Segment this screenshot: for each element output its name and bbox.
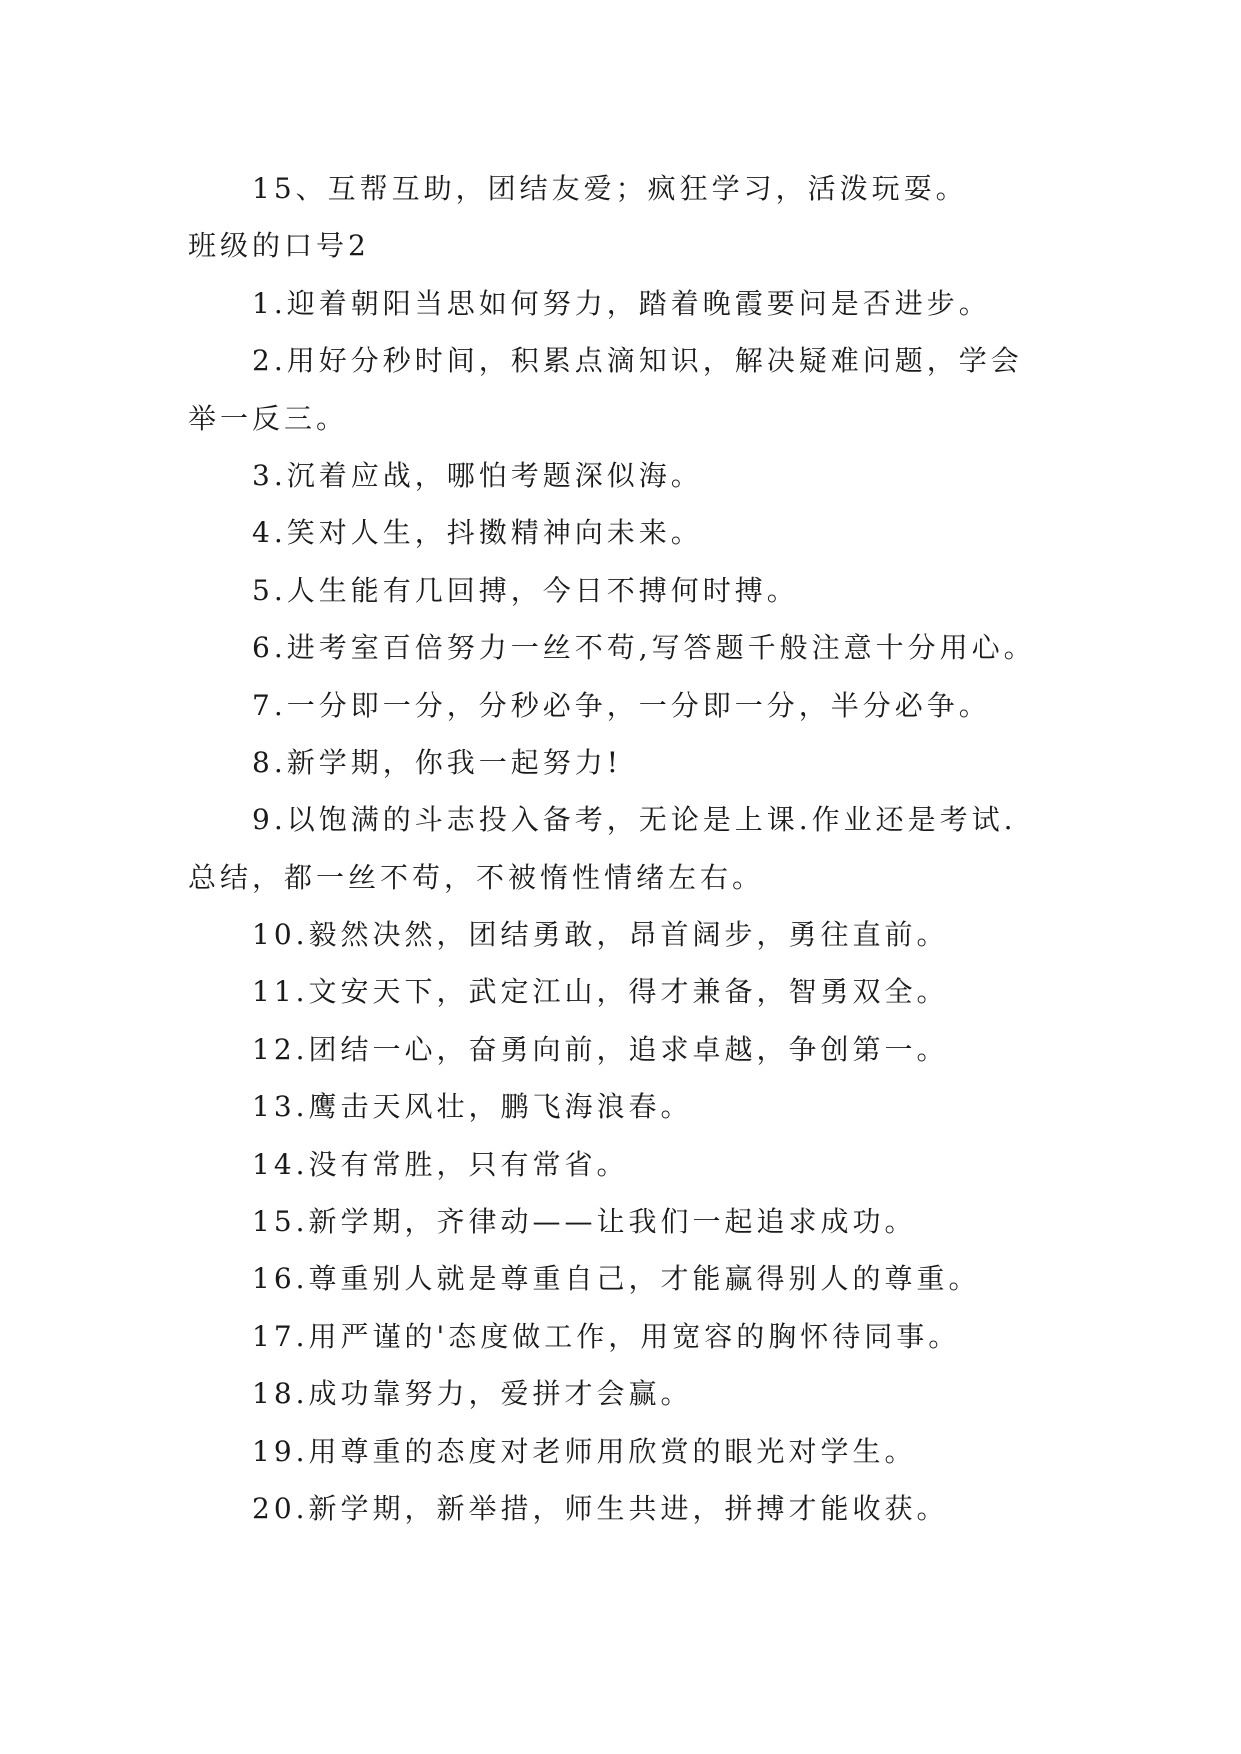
slogan-line-15: 15.新学期，齐律动——让我们一起追求成功。 [252,1205,917,1239]
slogan-line-2: 2.用好分秒时间，积累点滴知识，解决疑难问题，学会 [252,344,1023,378]
slogan-line-11: 11.文安天下，武定江山，得才兼备，智勇双全。 [252,975,949,1009]
slogan-line-20: 20.新学期，新举措，师生共进，拼搏才能收获。 [252,1491,949,1525]
slogan-line-13: 13.鹰击天风壮，鹏飞海浪春。 [252,1090,693,1124]
slogan-line-12: 12.团结一心，奋勇向前，追求卓越，争创第一。 [252,1032,949,1066]
slogan-line-2-continued: 举一反三。 [188,401,349,435]
slogan-line-10: 10.毅然决然，团结勇敢，昂首阔步，勇往直前。 [252,918,949,952]
slogan-line-14: 14.没有常胜，只有常省。 [252,1147,629,1181]
slogan-line-5: 5.人生能有几回搏，今日不搏何时搏。 [252,573,799,607]
slogan-line-6: 6.进考室百倍努力一丝不苟,写答题千般注意十分用心。 [252,631,1036,665]
document-body [188,160,1068,1537]
slogan-line-17: 17.用严谨的'态度做工作，用宽容的胸怀待同事。 [252,1319,961,1353]
slogan-line-3: 3.沉着应战，哪怕考题深似海。 [252,458,703,492]
slogan-line-8: 8.新学期，你我一起努力! [252,745,622,779]
slogan-line-9-continued: 总结，都一丝不苟，不被惰性情绪左右。 [188,860,765,894]
slogan-line-4: 4.笑对人生，抖擞精神向未来。 [252,516,703,550]
slogan-line-16: 16.尊重别人就是尊重自己，才能赢得别人的尊重。 [252,1262,981,1296]
slogan-line-9: 9.以饱满的斗志投入备考，无论是上课.作业还是考试. [252,803,1017,837]
slogan-line-7: 7.一分即一分，分秒必争，一分即一分，半分必争。 [252,688,991,722]
slogan-line-18: 18.成功靠努力，爱拼才会赢。 [252,1377,693,1411]
slogan-line-19: 19.用尊重的态度对老师用欣赏的眼光对学生。 [252,1434,917,1468]
slogan-line-1: 1.迎着朝阳当思如何努力，踏着晚霞要问是否进步。 [252,286,991,320]
slogan-line-15-prev: 15、互帮互助，团结友爱；疯狂学习，活泼玩耍。 [252,172,968,205]
section-heading: 班级的口号2 [188,229,370,263]
